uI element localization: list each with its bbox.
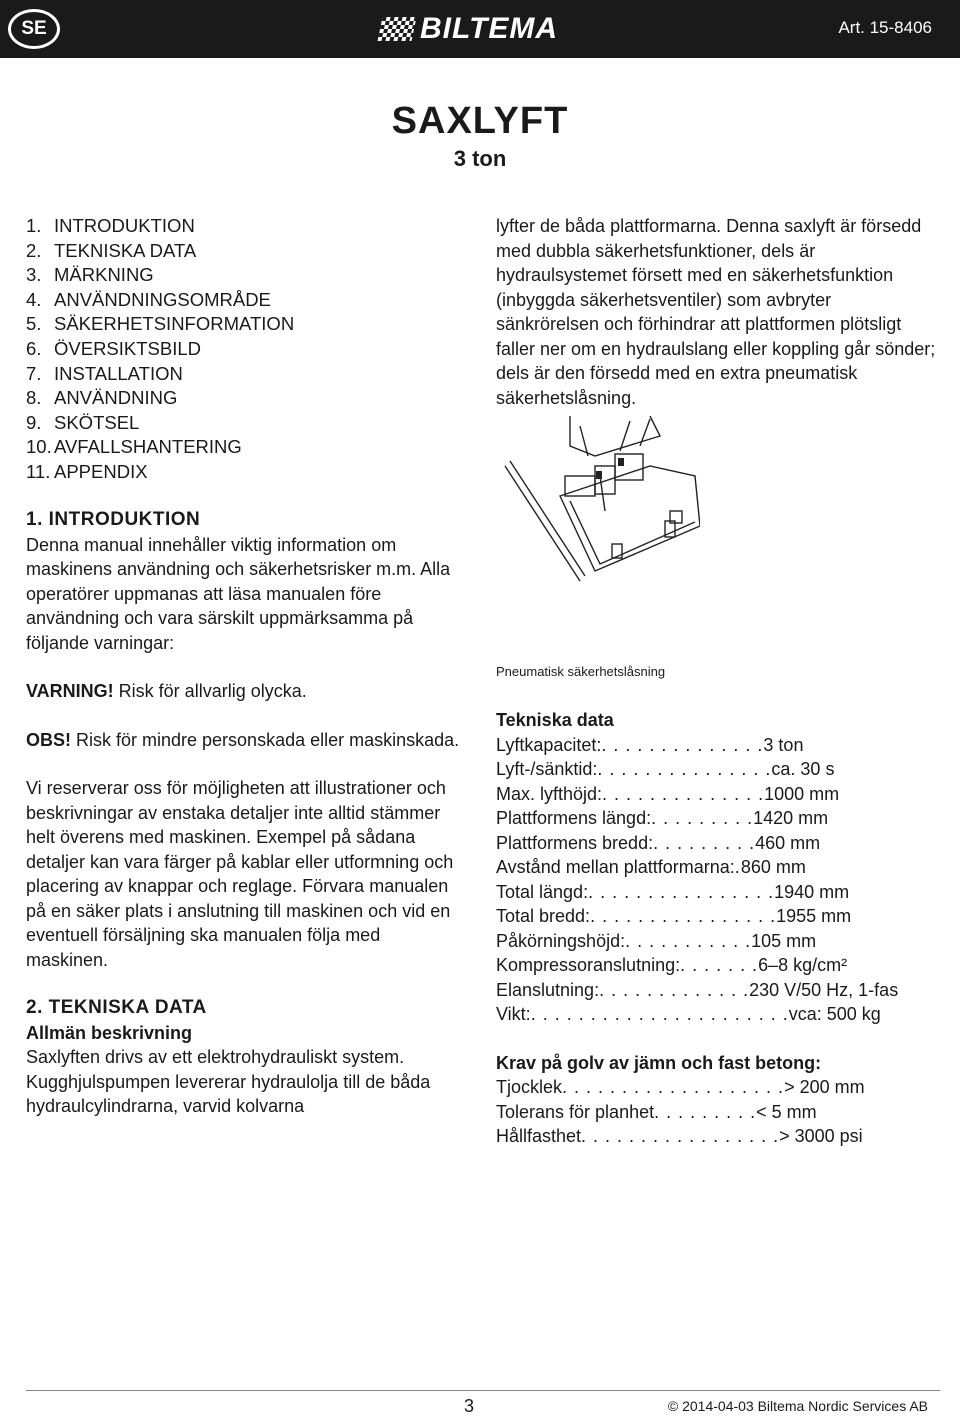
- floor-heading: Krav på golv av jämn och fast betong:: [496, 1052, 822, 1073]
- spec-list: [496, 708, 936, 1149]
- tech-paragraph: Saxlyften drivs av ett elektrohydrauliskt system. Kugghjulspumpen levererar hydraulolja till de båda hydraulcylindrarna, varvid kolvarna: [26, 1047, 431, 1116]
- toc-item: 4. ANVÄNDNINGSOMRÅDE: [26, 288, 271, 310]
- toc-item: 6. ÖVERSIKTSBILD: [26, 337, 202, 359]
- page-number: 3: [464, 1396, 475, 1416]
- page-title: SAXLYFT: [391, 100, 569, 142]
- obs-line: OBS! Risk för mindre personskada eller maskinskada.: [26, 729, 460, 750]
- warning-label: VARNING!: [26, 681, 114, 701]
- figure-caption: Pneumatisk säkerhetslåsning: [496, 664, 666, 679]
- toc-item: 7. INSTALLATION: [26, 362, 183, 384]
- footer-divider: [26, 1390, 940, 1391]
- brand-name: BILTEMA: [420, 12, 559, 45]
- left-column: [26, 508, 466, 1119]
- header-bar: [0, 0, 960, 58]
- spec-row: Påkörningshöjd: . . . . . . . . . . . 105 mm: [496, 930, 817, 951]
- table-of-contents: [26, 214, 294, 485]
- pneumatic-lock-illustration: [500, 416, 700, 592]
- tech-subheading: Allmän beskrivning: [26, 1022, 193, 1043]
- spec-row: Avstånd mellan plattformarna: . 860 mm: [496, 857, 806, 877]
- spec-row: Kompressoranslutning: . . . . . . . 6–8 kg/cm²: [496, 955, 848, 975]
- spec-row: Lyft-/sänktid: . . . . . . . . . . . . . . . ca. 30 s: [496, 759, 835, 779]
- checkered-flag-icon: [377, 17, 416, 41]
- tech-paragraph-continued: lyfter de båda plattformarna. Denna saxlyft är försedd med dubbla säkerhetsfunktioner, dels är hydraulsystemet försett med en säkerhetsfunktion (inbyggda säkerhetsventiler) som avbryter sänkrörelsen och förhindrar att plattformen plötsligt faller ner om en hydraulslang eller koppling går sönder; dels är den försedd med en extra pneumatisk säkerhetslåsning.: [496, 216, 936, 408]
- floor-row: Tjocklek . . . . . . . . . . . . . . . . . . . > 200 mm: [496, 1077, 865, 1097]
- specs-heading: Tekniska data: [496, 710, 614, 730]
- spec-row: Vikt: . . . . . . . . . . . . . . . . . . . . . . vca: 500 kg: [496, 1004, 881, 1024]
- page-subtitle: 3 ton: [453, 146, 507, 171]
- toc-item: 8. ANVÄNDNING: [26, 387, 178, 409]
- tech-heading: 2. TEKNISKA DATA: [26, 997, 207, 1018]
- article-number: Art. 15-8406: [838, 18, 932, 37]
- copyright: © 2014-04-03 Biltema Nordic Services AB: [667, 1398, 928, 1414]
- spec-row: Elanslutning: . . . . . . . . . . . . . 230 V/50 Hz, 1-fas: [496, 979, 899, 1000]
- toc-item: 1. INTRODUKTION: [26, 215, 195, 236]
- toc-item: 3. MÄRKNING: [26, 264, 154, 286]
- spec-row: Plattformens bredd: . . . . . . . . . 460 mm: [496, 832, 821, 853]
- toc-item: 10. AVFALLSHANTERING: [26, 436, 242, 458]
- spec-row: Total längd: . . . . . . . . . . . . . . . . 1940 mm: [496, 881, 850, 902]
- floor-row: Tolerans för planhet . . . . . . . . . < 5 mm: [496, 1101, 817, 1122]
- warning-line: VARNING! Risk för allvarlig olycka.: [26, 681, 307, 701]
- obs-label: OBS!: [26, 729, 71, 750]
- toc-item: 2. TEKNISKA DATA: [26, 239, 197, 261]
- toc-item: 5. SÄKERHETSINFORMATION: [26, 313, 295, 335]
- disclaimer-paragraph: Vi reserverar oss för möjligheten att illustrationer och beskrivningar av enstaka detaljer inte alltid stämmer helt överens med maskinen. Exempel på sådana detaljer kan vara färger på kablar eller utformning och placering av knappar och reglage. Förvara manualen på en säker plats i anslutning till maskinen och vid en eventuell försäljning ska manualen följa med maskinen.: [26, 778, 454, 970]
- toc-item: 9. SKÖTSEL: [26, 411, 140, 433]
- tech-description-continued: [496, 214, 936, 410]
- spec-row: Plattformens längd: . . . . . . . . . 1420 mm: [496, 808, 829, 828]
- intro-heading: 1. INTRODUKTION: [26, 509, 201, 530]
- spec-row: Total bredd: . . . . . . . . . . . . . . . . 1955 mm: [496, 906, 852, 926]
- spec-row: Max. lyfthöjd: . . . . . . . . . . . . . . 1000 mm: [496, 783, 840, 804]
- biltema-logo: [380, 10, 558, 48]
- toc-item: 11. APPENDIX: [26, 460, 148, 482]
- spec-row: Lyftkapacitet: . . . . . . . . . . . . . . 3 ton: [496, 734, 804, 755]
- language-badge: SE: [8, 9, 60, 49]
- intro-paragraph: Denna manual innehåller viktig information om maskinens användning och säkerhetsrisker m.m. Alla operatörer uppmanas att läsa manualen före användning och vara särskilt uppmärksamma på följande varningar:: [26, 534, 451, 653]
- floor-row: Hållfasthet . . . . . . . . . . . . . . . . . > 3000 psi: [496, 1126, 863, 1146]
